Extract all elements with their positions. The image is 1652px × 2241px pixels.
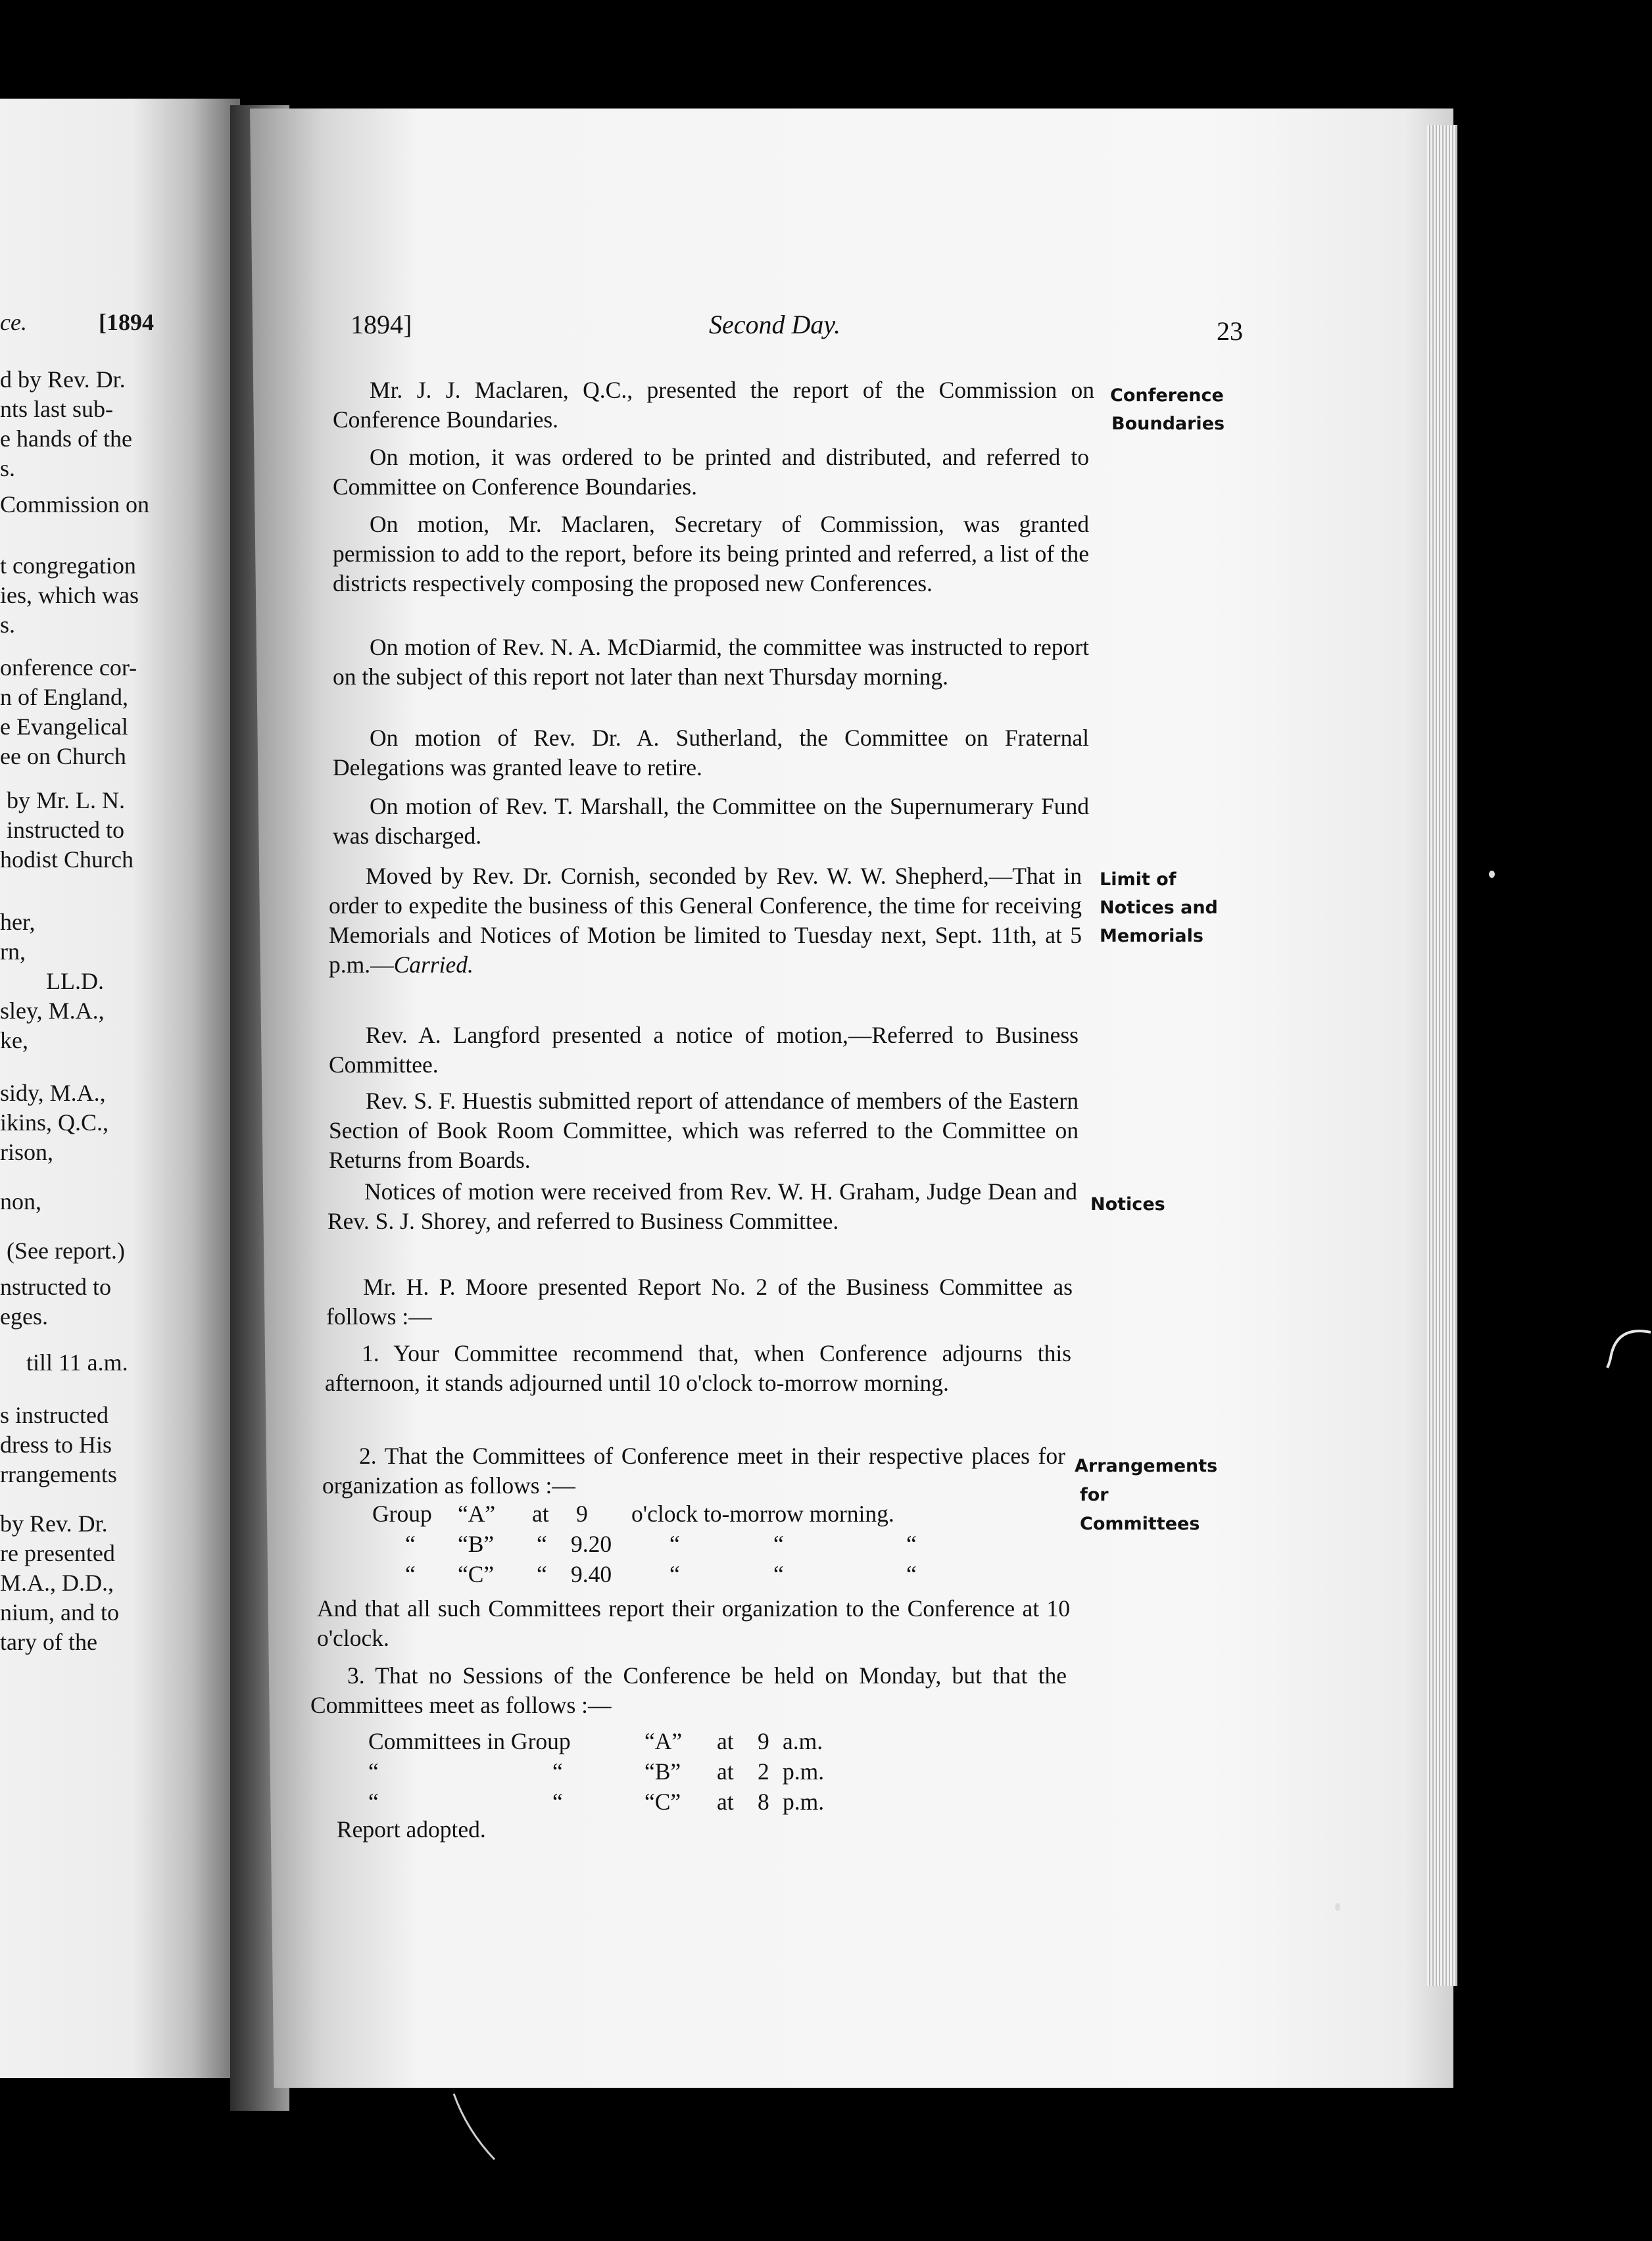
left-page-line: by Rev. Dr. — [0, 1510, 108, 1537]
schedule-cell: “ — [906, 1531, 917, 1557]
schedule-cell: p.m. — [783, 1758, 825, 1785]
left-page-line: tary of the — [0, 1629, 97, 1655]
left-header-fragment: ce. — [0, 309, 27, 335]
left-page-line: nts last sub- — [0, 396, 114, 422]
left-page-line: ies, which was — [0, 582, 139, 608]
schedule-cell: 2 — [758, 1758, 769, 1785]
margin-note-line: Notices and — [1100, 898, 1218, 918]
left-page-line: sidy, M.A., — [0, 1080, 106, 1106]
page-edges — [1427, 125, 1457, 1986]
schedule-cell: 9 — [576, 1501, 588, 1527]
paragraph — [333, 633, 1089, 692]
left-page-line: ee on Church — [0, 743, 126, 769]
schedule-cell: 9 — [758, 1728, 769, 1754]
schedule-cell: “ — [537, 1531, 547, 1557]
schedule-cell: at — [717, 1728, 734, 1754]
schedule-cell: “C” — [458, 1561, 495, 1587]
left-page-line: eges. — [0, 1303, 48, 1330]
paragraph-text: Report adopted. — [337, 1816, 486, 1843]
margin-note-line: for — [1080, 1485, 1109, 1505]
left-header-year: [1894 — [99, 309, 154, 335]
left-page-line: rn, — [0, 938, 26, 965]
left-page-line: instructed to — [7, 817, 124, 843]
margin-note-line: Notices — [1090, 1194, 1165, 1215]
schedule-cell: “ — [906, 1561, 917, 1587]
paragraph-text: On motion, Mr. Maclaren, Secretary of Commission, was granted permission to add to the report, before its being printed and referred, a list of the districts respectively composing the proposed new Conferences. — [333, 511, 1089, 596]
paragraph-text: Rev. A. Langford presented a notice of motion,—Referred to Business Committee. — [329, 1022, 1079, 1078]
schedule-cell: “B” — [644, 1758, 681, 1785]
paragraph — [333, 723, 1089, 783]
margin-note-limit-of-notices — [1100, 865, 1218, 950]
left-page-line: t congregation — [0, 552, 136, 579]
schedule-cell: “ — [669, 1531, 680, 1557]
schedule-cell: “ — [537, 1561, 547, 1587]
paragraph-text: And that all such Committees report their organization to the Conference at 10 o'clock. — [317, 1595, 1070, 1651]
paragraph-text: On motion of Rev. Dr. A. Sutherland, the Committee on Fraternal Delegations was granted leave to retire. — [333, 725, 1089, 781]
paragraph — [333, 375, 1094, 435]
schedule-cell: 9.20 — [571, 1531, 612, 1557]
schedule-cell: p.m. — [783, 1789, 825, 1815]
margin-note-line: Memorials — [1100, 926, 1203, 946]
schedule-cell: “ — [669, 1561, 680, 1587]
left-page-line: rrangements — [0, 1461, 117, 1487]
schedule-cell: at — [717, 1789, 734, 1815]
schedule-cell: “ — [405, 1561, 416, 1587]
schedule-cell: o'clock to-morrow morning. — [631, 1501, 894, 1527]
schedule-cell: “ — [405, 1531, 416, 1557]
left-page-line: s. — [0, 612, 16, 638]
left-page-line: d by Rev. Dr. — [0, 366, 126, 393]
paragraph — [333, 792, 1089, 851]
schedule-cell: Group — [372, 1501, 432, 1527]
scan-speck — [1335, 1903, 1340, 1911]
schedule-cell: “ — [368, 1789, 379, 1815]
left-page-line: non, — [0, 1188, 41, 1215]
schedule-cell: “ — [552, 1758, 563, 1785]
left-page-line: hodist Church — [0, 846, 134, 873]
schedule-cell: “C” — [644, 1789, 681, 1815]
left-page-line: M.A., D.D., — [0, 1570, 114, 1596]
paragraph-text: 3. That no Sessions of the Conference be held on Monday, but that the Committees meet as follows :— — [310, 1662, 1067, 1718]
paragraph-text: Mr. H. P. Moore presented Report No. 2 of the Business Committee as follows :— — [326, 1274, 1073, 1330]
left-page-line: nstructed to — [0, 1274, 111, 1300]
previous-page-fragment — [0, 99, 240, 2078]
paragraph — [328, 1177, 1077, 1236]
carried-label: Carried. — [393, 952, 474, 978]
left-page-line: dress to His — [0, 1432, 112, 1458]
scan-mark — [447, 2091, 500, 2163]
left-page-line: rison, — [0, 1139, 53, 1165]
paragraph-text: On motion, it was ordered to be printed and distributed, and referred to Committee on Conference Boundaries. — [333, 444, 1089, 500]
paragraph — [310, 1661, 1067, 1720]
schedule-cell: Committees in Group — [368, 1728, 571, 1754]
schedule-cell: a.m. — [783, 1728, 823, 1754]
margin-note-line: Committees — [1080, 1514, 1200, 1534]
report-adopted — [337, 1815, 731, 1844]
left-page-line: nium, and to — [0, 1599, 119, 1626]
paragraph-text: On motion of Rev. T. Marshall, the Committee on the Supernumerary Fund was discharged. — [333, 793, 1089, 849]
left-page-line: e Evangelical — [0, 713, 128, 740]
left-page-line: s instructed — [0, 1402, 109, 1428]
paragraph-text: Moved by Rev. Dr. Cornish, seconded by Rev. W. W. Shepherd,—That in order to expedite the business of this General Conference, the time for receiving Memorials and Notices of Motion be limited to Tuesday next, Sept. 11th, at 5 p.m.— — [329, 863, 1082, 978]
margin-note-notices — [1090, 1190, 1165, 1218]
left-page-line: Commission on — [0, 491, 150, 518]
schedule-cell: 9.40 — [571, 1561, 612, 1587]
paragraph — [322, 1441, 1065, 1501]
margin-note-arrangements — [1075, 1452, 1217, 1539]
left-page-line: LL.D. — [46, 968, 104, 994]
page-number: 23 — [1217, 316, 1243, 346]
paragraph — [329, 1021, 1079, 1080]
margin-note-line: Conference — [1110, 385, 1224, 406]
schedule-cell: “ — [773, 1531, 784, 1557]
left-page-line: ke, — [0, 1027, 28, 1053]
paragraph — [329, 1086, 1079, 1175]
schedule-cell: “A” — [458, 1501, 496, 1527]
margin-note-line: Boundaries — [1111, 414, 1225, 434]
schedule-cell: 8 — [758, 1789, 769, 1815]
left-page-line: (See report.) — [7, 1238, 125, 1264]
paragraph-text: On motion of Rev. N. A. McDiarmid, the committee was instructed to report on the subject of this report not later than next Thursday morning. — [333, 634, 1089, 690]
paragraph-text: Notices of motion were received from Rev. W. H. Graham, Judge Dean and Rev. S. J. Shorey, and referred to Business Committee. — [328, 1178, 1077, 1234]
paragraph-text: 1. Your Committee recommend that, when Conference adjourns this afternoon, it stands adjourned until 10 o'clock to-morrow morning. — [325, 1340, 1071, 1396]
left-page-line: n of England, — [0, 684, 128, 710]
schedule-cell: “ — [368, 1758, 379, 1785]
left-page-line: sley, M.A., — [0, 998, 105, 1024]
left-page-line: ikins, Q.C., — [0, 1109, 109, 1136]
paragraph — [325, 1339, 1071, 1398]
schedule-cell: at — [532, 1501, 549, 1527]
schedule-cell: “B” — [458, 1531, 495, 1557]
running-head-year: 1894] — [351, 310, 412, 339]
margin-note-line: Arrangements — [1075, 1456, 1218, 1476]
left-page-line: her, — [0, 909, 36, 935]
left-page-line: by Mr. L. N. — [7, 787, 125, 813]
schedule-cell: at — [717, 1758, 734, 1785]
paragraph — [326, 1272, 1073, 1332]
paragraph-text: Rev. S. F. Huestis submitted report of attendance of members of the Eastern Section of Book Room Committee, which was referred to the Committee on Returns from Boards. — [329, 1088, 1079, 1173]
left-page-line: onference cor- — [0, 654, 137, 681]
paragraph-text: 2. That the Committees of Conference meet in their respective places for organization as follows :— — [322, 1443, 1065, 1499]
left-page-line: e hands of the — [0, 425, 132, 452]
paragraph — [329, 861, 1082, 980]
margin-note-line: Limit of — [1100, 869, 1177, 890]
scan-speck — [1489, 871, 1495, 878]
left-page-line: s. — [0, 455, 16, 481]
running-head-title: Second Day. — [709, 310, 840, 339]
margin-note-conference-boundaries — [1110, 381, 1225, 438]
left-page-line: re presented — [0, 1540, 115, 1566]
scan-mark — [1605, 1322, 1652, 1374]
schedule-cell: “A” — [644, 1728, 683, 1754]
left-page-line: till 11 a.m. — [26, 1349, 128, 1376]
schedule-cell: “ — [773, 1561, 784, 1587]
paragraph — [333, 510, 1089, 598]
schedule-cell: “ — [552, 1789, 563, 1815]
paragraph-text: Mr. J. J. Maclaren, Q.C., presented the report of the Commission on Conference Boundaries. — [333, 377, 1094, 433]
paragraph — [333, 443, 1089, 502]
paragraph — [317, 1594, 1070, 1653]
